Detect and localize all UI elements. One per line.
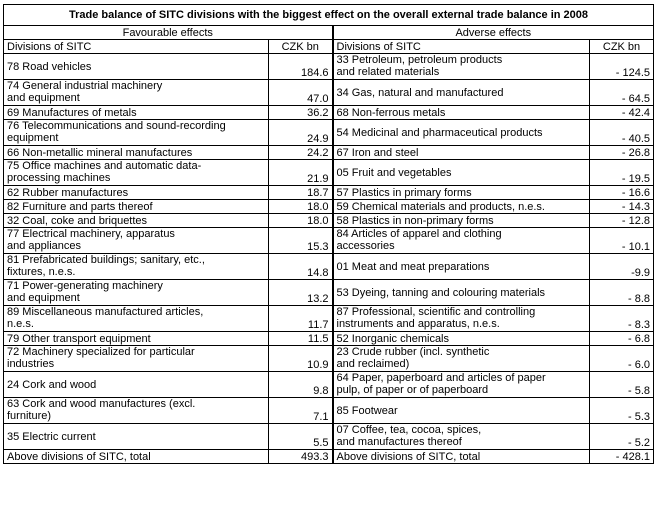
adverse-value-cell: - 5.8 [590,372,654,398]
table-row [4,120,654,146]
favourable-division-cell: 71 Power-generating machinery and equipment [4,280,269,306]
adverse-value-cell: - 124.5 [590,54,654,80]
favourable-division-cell: 62 Rubber manufactures [4,186,269,200]
adverse-division-column-header: Divisions of SITC [333,40,590,54]
favourable-division-cell: Above divisions of SITC, total [4,450,269,464]
favourable-value-cell: 18.0 [269,214,333,228]
adverse-division-cell: 57 Plastics in primary forms [333,186,590,200]
favourable-division-cell: 81 Prefabricated buildings; sanitary, etc., fixtures, n.e.s. [4,254,269,280]
adverse-division-cell: 54 Medicinal and pharmaceutical products [333,120,590,146]
table-row [4,280,654,306]
favourable-value-column-header: CZK bn [269,40,333,54]
favourable-division-cell: 77 Electrical machinery, apparatus and appliances [4,228,269,254]
adverse-effects-header: Adverse effects [333,26,654,40]
table-row [4,106,654,120]
table-row [4,200,654,214]
favourable-division-cell: 89 Miscellaneous manufactured articles, n.e.s. [4,306,269,332]
favourable-division-cell: 32 Coal, coke and briquettes [4,214,269,228]
adverse-division-cell: 33 Petroleum, petroleum products and related materials [333,54,590,80]
adverse-value-cell: - 6.8 [590,332,654,346]
adverse-value-cell: - 19.5 [590,160,654,186]
favourable-division-cell: 69 Manufactures of metals [4,106,269,120]
favourable-value-cell: 47.0 [269,80,333,106]
table-row [4,254,654,280]
favourable-division-column-header: Divisions of SITC [4,40,269,54]
adverse-value-cell: - 12.8 [590,214,654,228]
trade-balance-table-container [3,4,653,464]
favourable-division-cell: 24 Cork and wood [4,372,269,398]
adverse-division-cell: 01 Meat and meat preparations [333,254,590,280]
adverse-value-cell: - 428.1 [590,450,654,464]
table-row [4,80,654,106]
favourable-value-cell: 15.3 [269,228,333,254]
favourable-division-cell: 78 Road vehicles [4,54,269,80]
favourable-division-cell: 74 General industrial machinery and equipment [4,80,269,106]
adverse-value-cell: - 40.5 [590,120,654,146]
adverse-value-cell: - 42.4 [590,106,654,120]
table-row [4,214,654,228]
favourable-value-cell: 9.8 [269,372,333,398]
favourable-value-cell: 18.7 [269,186,333,200]
adverse-division-cell: 23 Crude rubber (incl. synthetic and reclaimed) [333,346,590,372]
table-row [4,398,654,424]
adverse-division-cell: 58 Plastics in non-primary forms [333,214,590,228]
favourable-value-cell: 36.2 [269,106,333,120]
adverse-division-cell: 34 Gas, natural and manufactured [333,80,590,106]
favourable-value-cell: 493.3 [269,450,333,464]
favourable-value-cell: 5.5 [269,424,333,450]
adverse-division-cell: 53 Dyeing, tanning and colouring materials [333,280,590,306]
adverse-value-cell: - 26.8 [590,146,654,160]
favourable-value-cell: 18.0 [269,200,333,214]
table-row [4,424,654,450]
table-title: Trade balance of SITC divisions with the biggest effect on the overall external trade balance in 2008 [4,5,654,26]
favourable-value-cell: 24.2 [269,146,333,160]
favourable-division-cell: 35 Electric current [4,424,269,450]
adverse-value-cell: - 5.2 [590,424,654,450]
favourable-value-cell: 13.2 [269,280,333,306]
favourable-value-cell: 10.9 [269,346,333,372]
adverse-value-cell: - 10.1 [590,228,654,254]
adverse-value-cell: - 8.8 [590,280,654,306]
adverse-value-cell: - 64.5 [590,80,654,106]
adverse-division-cell: 85 Footwear [333,398,590,424]
adverse-value-cell: - 16.6 [590,186,654,200]
table-body [4,54,654,464]
table-row [4,450,654,464]
favourable-division-cell: 79 Other transport equipment [4,332,269,346]
adverse-value-column-header: CZK bn [590,40,654,54]
adverse-division-cell: 59 Chemical materials and products, n.e.s. [333,200,590,214]
table-row [4,332,654,346]
trade-balance-table [3,4,654,464]
favourable-division-cell: 63 Cork and wood manufactures (excl. furniture) [4,398,269,424]
adverse-division-cell: 52 Inorganic chemicals [333,332,590,346]
favourable-value-cell: 21.9 [269,160,333,186]
table-row [4,54,654,80]
table-row [4,146,654,160]
table-row [4,160,654,186]
table-row [4,228,654,254]
favourable-value-cell: 11.7 [269,306,333,332]
table-row [4,186,654,200]
favourable-division-cell: 66 Non-metallic mineral manufactures [4,146,269,160]
adverse-value-cell: - 5.3 [590,398,654,424]
adverse-division-cell: 68 Non-ferrous metals [333,106,590,120]
favourable-division-cell: 76 Telecommunications and sound-recording equipment [4,120,269,146]
adverse-value-cell: -9.9 [590,254,654,280]
adverse-value-cell: - 6.0 [590,346,654,372]
table-row [4,372,654,398]
favourable-division-cell: 82 Furniture and parts thereof [4,200,269,214]
adverse-division-cell: 07 Coffee, tea, cocoa, spices, and manufactures thereof [333,424,590,450]
adverse-value-cell: - 8.3 [590,306,654,332]
adverse-division-cell: 05 Fruit and vegetables [333,160,590,186]
table-row [4,346,654,372]
favourable-value-cell: 11.5 [269,332,333,346]
favourable-value-cell: 7.1 [269,398,333,424]
favourable-value-cell: 14.8 [269,254,333,280]
favourable-value-cell: 24.9 [269,120,333,146]
table-row [4,306,654,332]
adverse-division-cell: 64 Paper, paperboard and articles of paper pulp, of paper or of paperboard [333,372,590,398]
favourable-division-cell: 75 Office machines and automatic data- processing machines [4,160,269,186]
favourable-effects-header: Favourable effects [4,26,333,40]
favourable-division-cell: 72 Machinery specialized for particular industries [4,346,269,372]
adverse-division-cell: 67 Iron and steel [333,146,590,160]
favourable-value-cell: 184.6 [269,54,333,80]
adverse-value-cell: - 14.3 [590,200,654,214]
adverse-division-cell: 87 Professional, scientific and controlling instruments and apparatus, n.e.s. [333,306,590,332]
adverse-division-cell: Above divisions of SITC, total [333,450,590,464]
adverse-division-cell: 84 Articles of apparel and clothing accessories [333,228,590,254]
